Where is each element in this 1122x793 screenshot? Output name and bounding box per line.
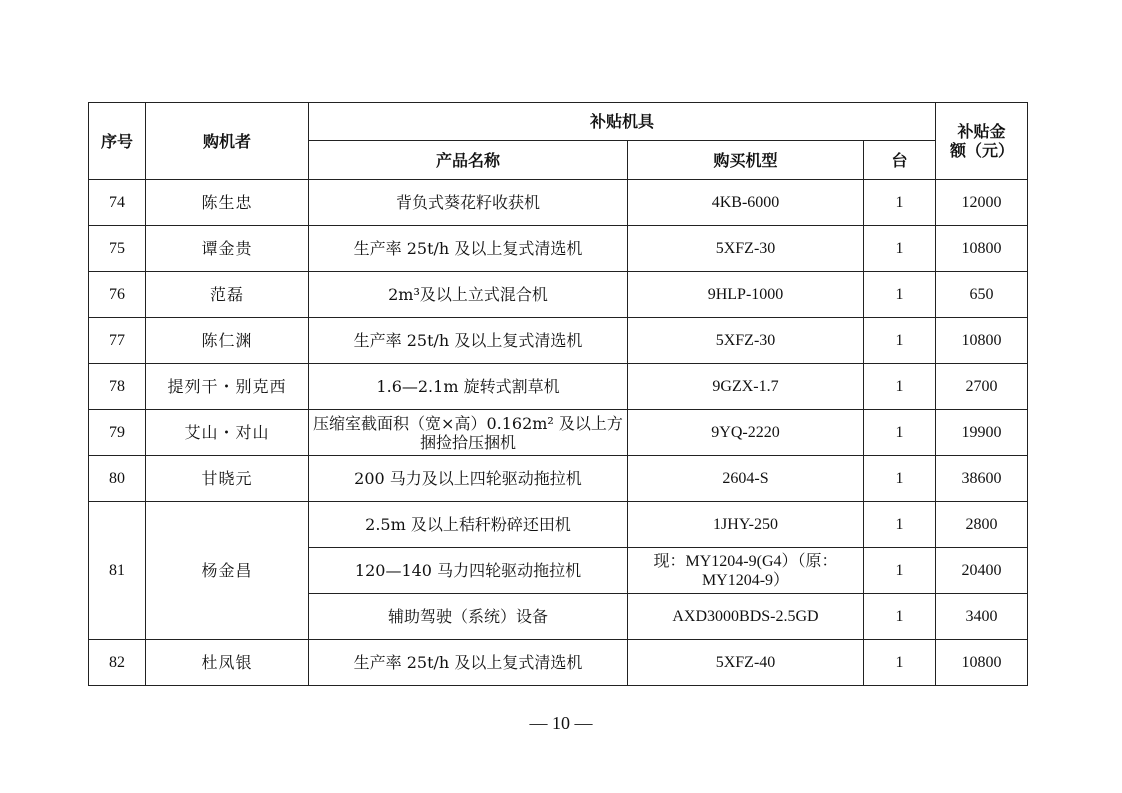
table-row: [89, 180, 1028, 226]
row-buyer: 提列干・别克西: [146, 364, 309, 410]
row-product-name: 生产率 25t/h 及以上复式清选机: [309, 640, 628, 686]
row-seq: 77: [89, 318, 146, 364]
row-seq: 75: [89, 226, 146, 272]
row-units: 1: [864, 226, 936, 272]
row-product-name: 生产率 25t/h 及以上复式清选机: [309, 226, 628, 272]
table-row: [89, 640, 1028, 686]
page-number: — 10 —: [529, 713, 593, 733]
row-product-name: 2m³及以上立式混合机: [309, 272, 628, 318]
table-row: [89, 410, 1028, 456]
table-row: [89, 272, 1028, 318]
row-units: 1: [864, 180, 936, 226]
row-seq: 79: [89, 410, 146, 456]
row-product-name: 200 马力及以上四轮驱动拖拉机: [309, 456, 628, 502]
row-product-name: 背负式葵花籽收获机: [309, 180, 628, 226]
row-buyer: 艾山・对山: [146, 410, 309, 456]
row-units: 1: [864, 548, 936, 594]
row-seq: 74: [89, 180, 146, 226]
table-row: [89, 456, 1028, 502]
table-row: [89, 502, 1028, 548]
row-model: AXD3000BDS-2.5GD: [628, 594, 864, 640]
header-units: 台: [864, 141, 936, 180]
row-buyer: 范磊: [146, 272, 309, 318]
row-product-name: 1.6—2.1m 旋转式割草机: [309, 364, 628, 410]
row-seq: 80: [89, 456, 146, 502]
header-row-1: [89, 103, 1028, 141]
row-amount: 3400: [936, 594, 1028, 640]
row-units: 1: [864, 318, 936, 364]
row-model: 2604-S: [628, 456, 864, 502]
row-seq: 81: [89, 502, 146, 640]
row-units: 1: [864, 272, 936, 318]
row-product-name: 2.5m 及以上秸秆粉碎还田机: [309, 502, 628, 548]
subsidy-table: [88, 102, 1028, 686]
row-amount: 650: [936, 272, 1028, 318]
row-units: 1: [864, 456, 936, 502]
row-units: 1: [864, 364, 936, 410]
row-amount: 2800: [936, 502, 1028, 548]
row-model: 5XFZ-30: [628, 226, 864, 272]
row-amount: 12000: [936, 180, 1028, 226]
row-units: 1: [864, 594, 936, 640]
header-seq: 序号: [89, 103, 146, 180]
row-amount: 10800: [936, 318, 1028, 364]
header-subsidy-amount: 补贴金额（元）: [936, 103, 1028, 180]
row-seq: 76: [89, 272, 146, 318]
row-units: 1: [864, 410, 936, 456]
header-product-name: 产品名称: [309, 141, 628, 180]
row-buyer: 甘晓元: [146, 456, 309, 502]
row-product-name: 压缩室截面积（宽×高）0.162m² 及以上方捆捡拾压捆机: [309, 410, 628, 456]
table-row: [89, 226, 1028, 272]
row-product-name: 120—140 马力四轮驱动拖拉机: [309, 548, 628, 594]
row-product-name: 生产率 25t/h 及以上复式清选机: [309, 318, 628, 364]
row-amount: 38600: [936, 456, 1028, 502]
row-model: 9GZX-1.7: [628, 364, 864, 410]
table-row: [89, 318, 1028, 364]
row-model: 5XFZ-30: [628, 318, 864, 364]
row-seq: 78: [89, 364, 146, 410]
row-buyer: 杨金昌: [146, 502, 309, 640]
row-units: 1: [864, 640, 936, 686]
row-product-name: 辅助驾驶（系统）设备: [309, 594, 628, 640]
row-buyer: 杜凤银: [146, 640, 309, 686]
row-buyer: 陈生忠: [146, 180, 309, 226]
row-buyer: 谭金贵: [146, 226, 309, 272]
header-model: 购买机型: [628, 141, 864, 180]
row-amount: 10800: [936, 640, 1028, 686]
row-amount: 2700: [936, 364, 1028, 410]
row-buyer: 陈仁渊: [146, 318, 309, 364]
row-model: 9HLP-1000: [628, 272, 864, 318]
row-model: 5XFZ-40: [628, 640, 864, 686]
row-model: 现：MY1204-9(G4）（原：MY1204-9）: [628, 548, 864, 594]
row-amount: 19900: [936, 410, 1028, 456]
header-subsidy-machinery: 补贴机具: [309, 103, 936, 141]
header-buyer: 购机者: [146, 103, 309, 180]
row-amount: 10800: [936, 226, 1028, 272]
row-seq: 82: [89, 640, 146, 686]
row-units: 1: [864, 502, 936, 548]
table-row: [89, 364, 1028, 410]
subsidy-table-body: [89, 103, 1028, 686]
row-model: 4KB-6000: [628, 180, 864, 226]
row-model: 9YQ-2220: [628, 410, 864, 456]
row-amount: 20400: [936, 548, 1028, 594]
row-model: 1JHY-250: [628, 502, 864, 548]
